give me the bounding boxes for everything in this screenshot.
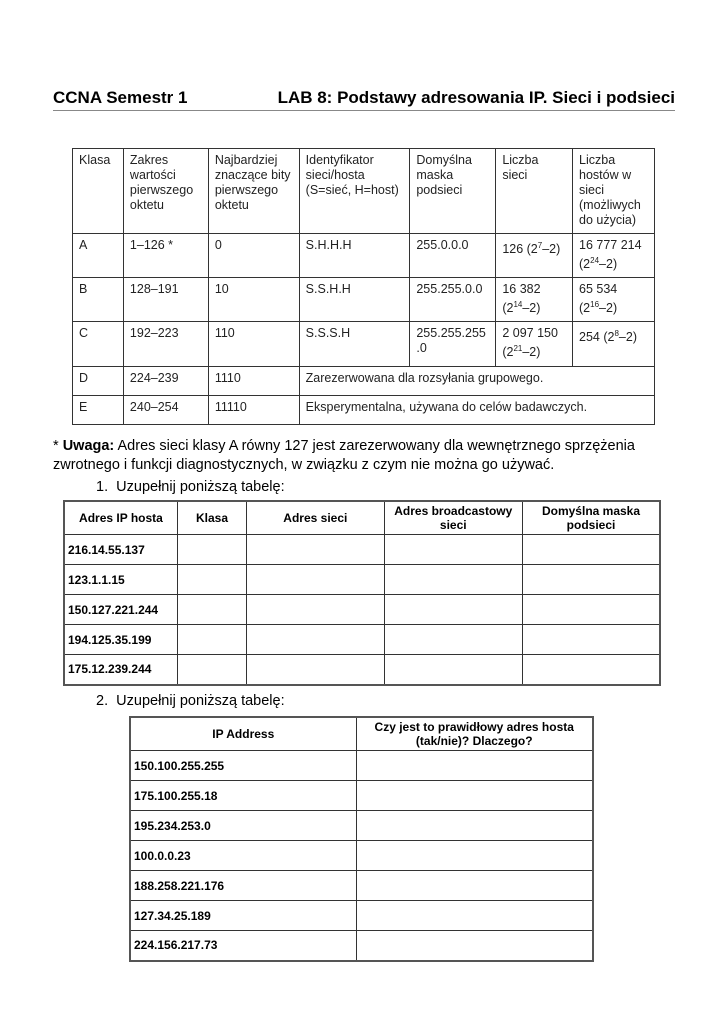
ip-class-table: [72, 148, 655, 425]
answer-cell[interactable]: [356, 811, 593, 841]
cell: Eksperymentalna, używana do celów badawczych.: [299, 396, 654, 425]
table-row: [64, 565, 660, 595]
cell: 110: [208, 322, 299, 367]
class-row-c: [73, 322, 655, 367]
note: * Uwaga: Adres sieci klasy A równy 127 jest zarezerwowany dla wewnętrznego sprzężenia zwrotnego i funkcji diagnostycznych, w związku z czym nie można go używać.: [53, 438, 635, 473]
answer-cell[interactable]: [177, 595, 246, 625]
class-row-a: [73, 234, 655, 278]
table-row: [64, 595, 660, 625]
answer-cell[interactable]: [356, 931, 593, 961]
task1-heading: 1. Uzupełnij poniższą tabelę:: [96, 479, 285, 495]
table-row: [130, 811, 593, 841]
ip-cell: 175.100.255.18: [130, 781, 356, 811]
class-row-d: [73, 367, 655, 396]
cell: Zarezerwowana dla rozsyłania grupowego.: [299, 367, 654, 396]
cell: D: [73, 367, 124, 396]
answer-cell[interactable]: [247, 655, 384, 685]
answer-cell[interactable]: [523, 655, 661, 685]
cell: 65 534 $(2^{16}-2)$: [573, 278, 655, 322]
cell: 255.0.0.0: [410, 234, 496, 278]
lab-title: LAB 8: Podstawy adresowania IP. Sieci i podsieci: [277, 88, 675, 107]
column-header: Domyślna maska podsieci: [523, 501, 661, 535]
table-row: [64, 625, 660, 655]
answer-cell[interactable]: [384, 625, 522, 655]
answer-cell[interactable]: [177, 535, 246, 565]
answer-cell[interactable]: [384, 565, 522, 595]
ip-cell: 224.156.217.73: [130, 931, 356, 961]
ip-cell: 195.234.253.0: [130, 811, 356, 841]
class-table-header: [73, 149, 655, 234]
answer-cell[interactable]: [356, 841, 593, 871]
task1-table: [63, 500, 661, 686]
header-cell: Liczba hostów w sieci (możliwych do użycia): [573, 149, 655, 234]
cell: 11110: [208, 396, 299, 425]
class-row-e: [73, 396, 655, 425]
answer-cell[interactable]: [523, 535, 661, 565]
answer-cell[interactable]: [356, 871, 593, 901]
ip-cell: 175.12.239.244: [64, 655, 177, 685]
cell: S.S.H.H: [299, 278, 410, 322]
table-row: [130, 901, 593, 931]
class-row-b: [73, 278, 655, 322]
cell: 240–254: [123, 396, 208, 425]
answer-cell[interactable]: [356, 781, 593, 811]
column-header: Adres sieci: [247, 501, 384, 535]
table-row: [130, 751, 593, 781]
answer-cell[interactable]: [177, 565, 246, 595]
header-cell: Liczba sieci: [496, 149, 573, 234]
column-header: IP Address: [130, 717, 356, 751]
answer-cell[interactable]: [356, 901, 593, 931]
column-header: Klasa: [177, 501, 246, 535]
answer-cell[interactable]: [247, 565, 384, 595]
table-row: [130, 841, 593, 871]
header-cell: Domyślna maska podsieci: [410, 149, 496, 234]
column-header: Adres broadcastowy sieci: [384, 501, 522, 535]
cell: 254 $(2^8-2)$: [573, 322, 655, 367]
cell: 1–126 *: [123, 234, 208, 278]
task2-table: [129, 716, 594, 962]
cell: S.S.S.H: [299, 322, 410, 367]
cell: 2 097 150 $(2^{21}-2)$: [496, 322, 573, 367]
table-row: [130, 871, 593, 901]
answer-cell[interactable]: [177, 655, 246, 685]
answer-cell[interactable]: [384, 535, 522, 565]
cell: 192–223: [123, 322, 208, 367]
answer-cell[interactable]: [384, 595, 522, 625]
answer-cell[interactable]: [177, 625, 246, 655]
note-label: Uwaga:: [62, 438, 115, 454]
answer-cell[interactable]: [523, 565, 661, 595]
ip-cell: 150.100.255.255: [130, 751, 356, 781]
ip-cell: 123.1.1.15: [64, 565, 177, 595]
ip-cell: 127.34.25.189: [130, 901, 356, 931]
table-row: [64, 655, 660, 685]
column-header: Adres IP hosta: [64, 501, 177, 535]
table-row: [130, 931, 593, 961]
header-cell: Najbardziej znaczące bity pierwszego oktetu: [208, 149, 299, 234]
answer-cell[interactable]: [356, 751, 593, 781]
cell: 224–239: [123, 367, 208, 396]
answer-cell[interactable]: [523, 595, 661, 625]
header-cell: Klasa: [73, 149, 124, 234]
cell: B: [73, 278, 124, 322]
cell: 1110: [208, 367, 299, 396]
table-row: [64, 535, 660, 565]
cell: 16 777 214 $(2^{24}-2)$: [573, 234, 655, 278]
answer-cell[interactable]: [384, 655, 522, 685]
cell: S.H.H.H: [299, 234, 410, 278]
cell: A: [73, 234, 124, 278]
ip-cell: 216.14.55.137: [64, 535, 177, 565]
page-header: [53, 88, 675, 111]
cell: E: [73, 396, 124, 425]
course-title: CCNA Semestr 1: [53, 88, 188, 107]
header-cell: Zakres wartości pierwszego oktetu: [123, 149, 208, 234]
answer-cell[interactable]: [247, 625, 384, 655]
cell: 0: [208, 234, 299, 278]
ip-cell: 150.127.221.244: [64, 595, 177, 625]
note-text: Adres sieci klasy A równy 127 jest zarezerwowany dla wewnętrznego sprzężenia zwrotnego i funkcji diagnostycznych, w związku z czym nie można go używać.: [53, 438, 635, 473]
answer-cell[interactable]: [247, 535, 384, 565]
header-cell: Identyfikator sieci/hosta (S=sieć, H=host): [299, 149, 410, 234]
answer-cell[interactable]: [523, 625, 661, 655]
table-row: [130, 781, 593, 811]
column-header: Czy jest to prawidłowy adres hosta (tak/nie)? Dlaczego?: [356, 717, 593, 751]
cell: 128–191: [123, 278, 208, 322]
cell: 255.255.255 .0: [410, 322, 496, 367]
cell: 10: [208, 278, 299, 322]
cell: 126 $(2^7-2)$: [496, 234, 573, 278]
cell: 255.255.0.0: [410, 278, 496, 322]
task2-heading: 2. Uzupełnij poniższą tabelę:: [96, 693, 285, 709]
ip-cell: 100.0.0.23: [130, 841, 356, 871]
ip-cell: 188.258.221.176: [130, 871, 356, 901]
answer-cell[interactable]: [247, 595, 384, 625]
cell: 16 382 $(2^{14}-2)$: [496, 278, 573, 322]
cell: C: [73, 322, 124, 367]
ip-cell: 194.125.35.199: [64, 625, 177, 655]
